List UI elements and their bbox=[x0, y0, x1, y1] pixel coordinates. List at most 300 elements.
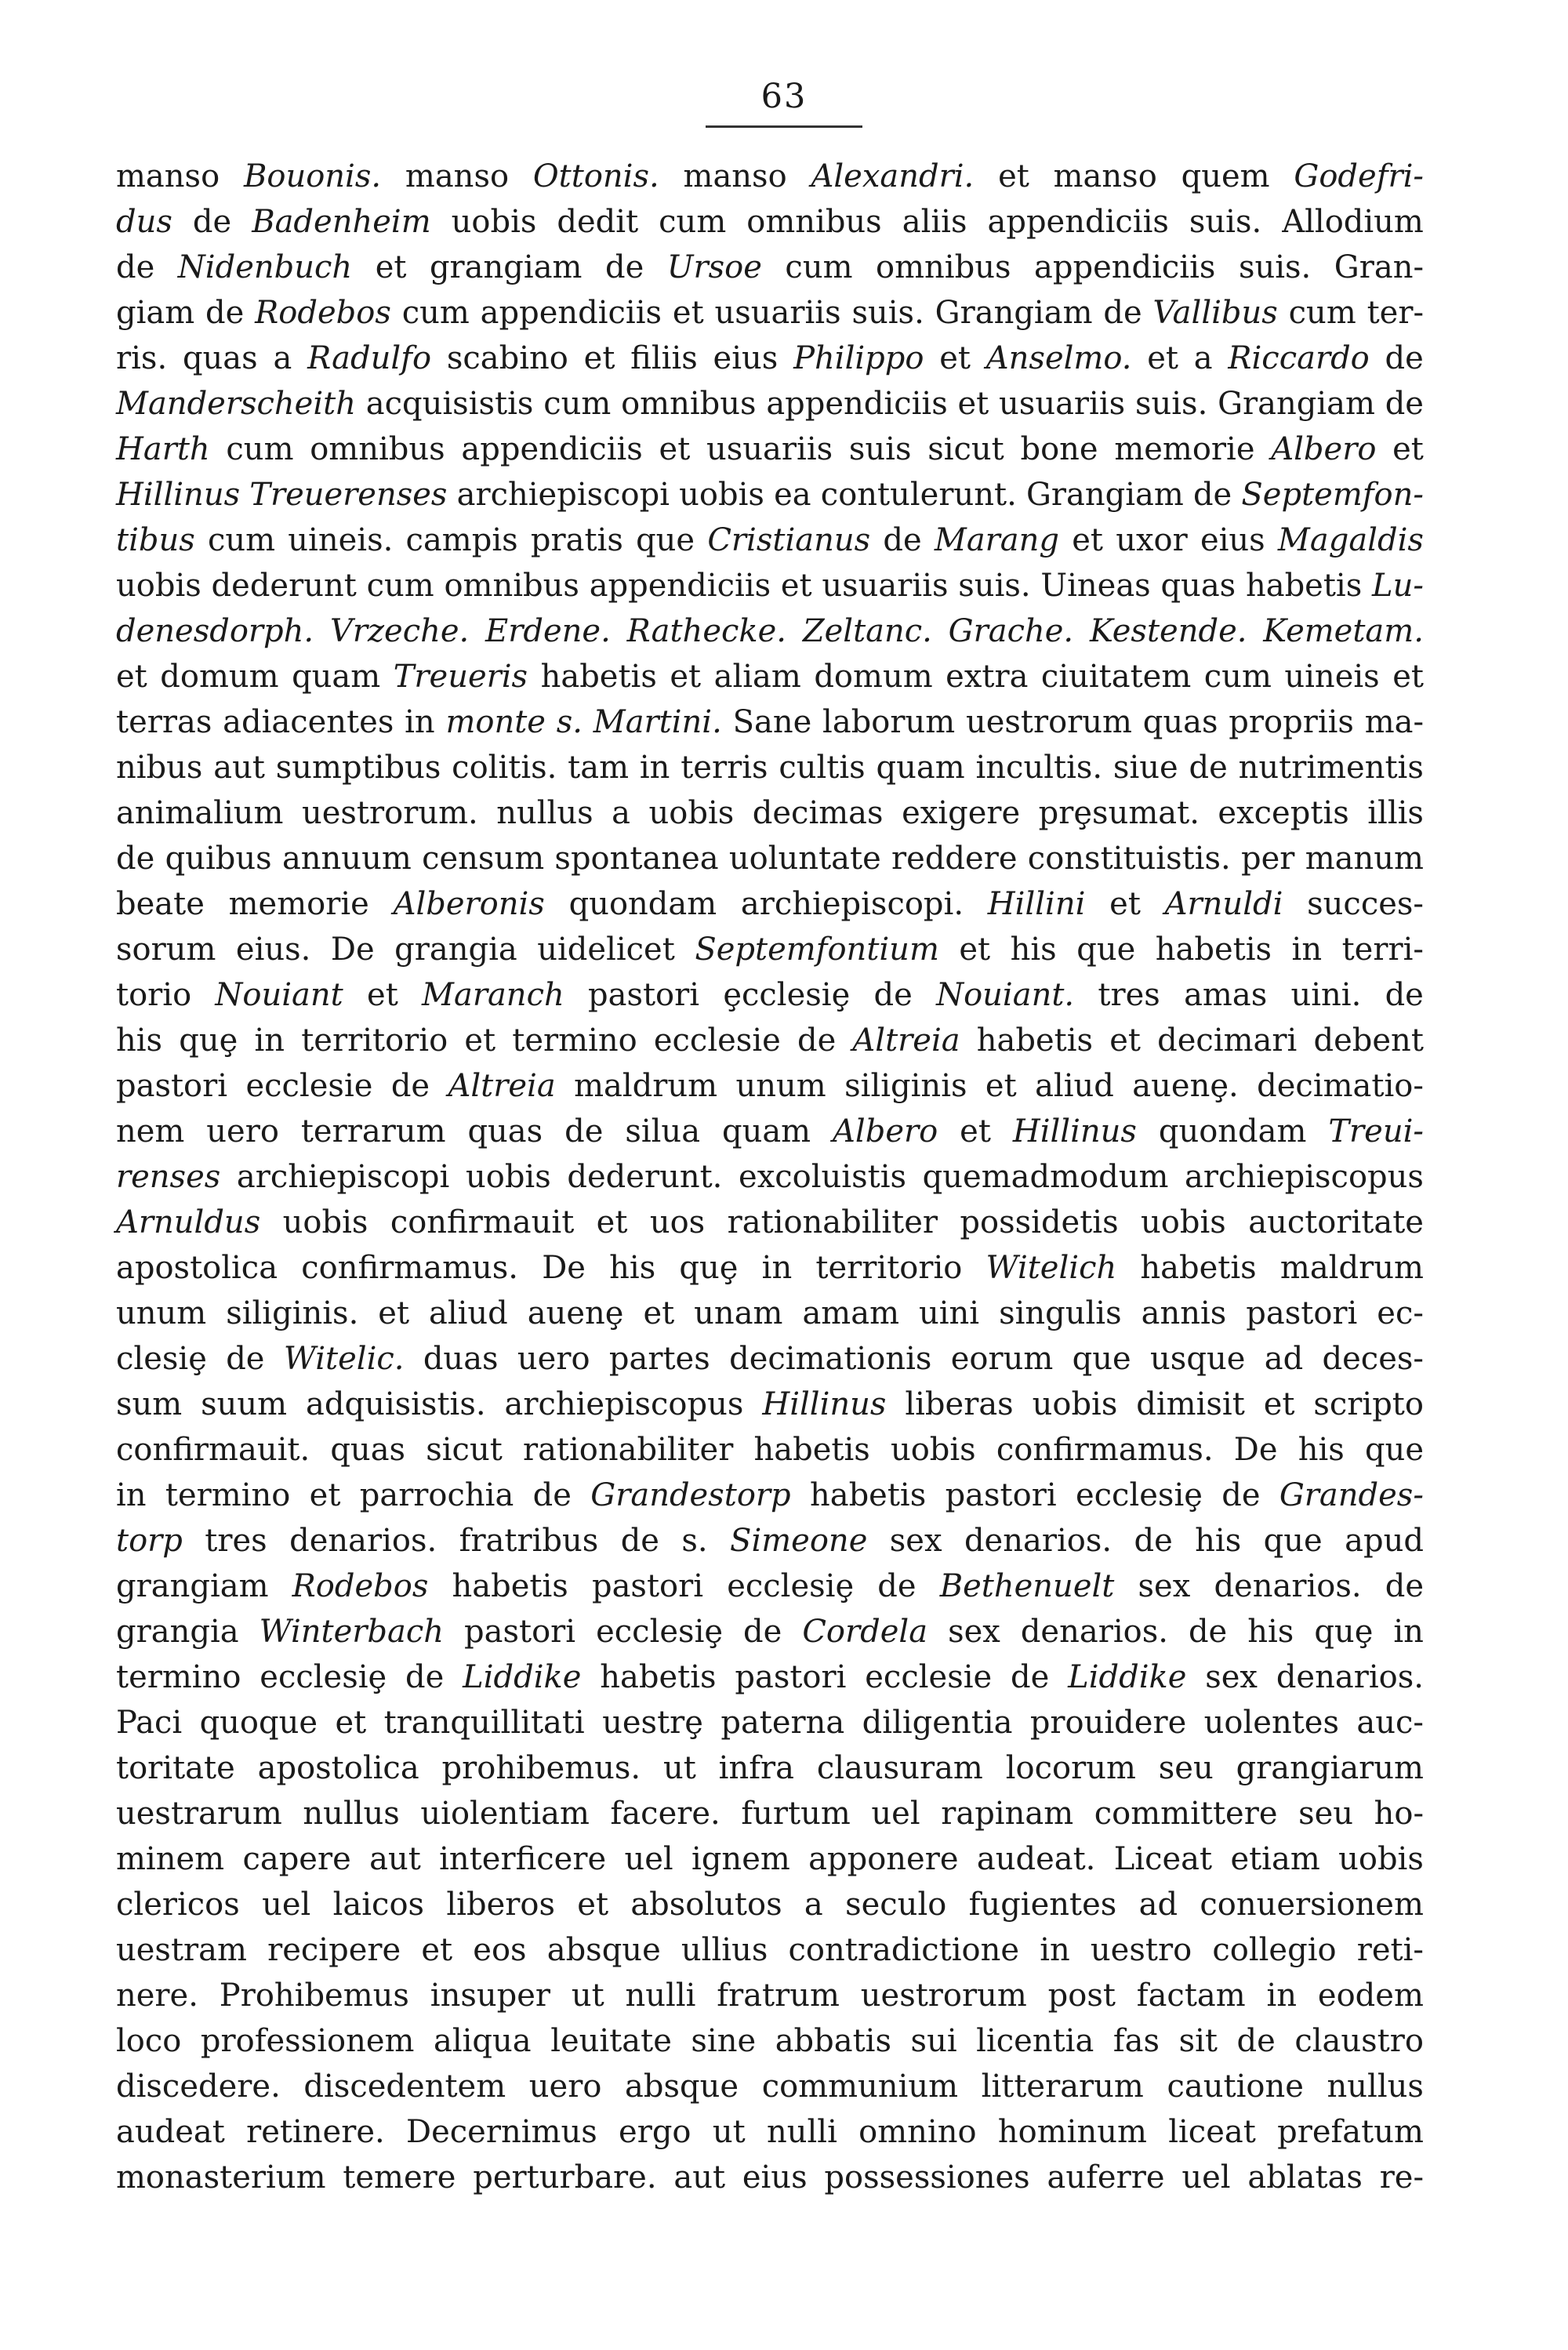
word: ris. bbox=[116, 340, 168, 376]
word: ad bbox=[1264, 1341, 1304, 1377]
word: extra bbox=[946, 659, 1029, 695]
word: de bbox=[620, 1523, 659, 1559]
word: quas bbox=[182, 340, 258, 376]
word: ec- bbox=[1377, 1295, 1424, 1331]
word: et bbox=[464, 1022, 496, 1059]
word: Vrzeche. bbox=[329, 613, 470, 649]
text-line bbox=[116, 1382, 1424, 1427]
text-line bbox=[116, 881, 1424, 927]
word: Treuerenses bbox=[249, 477, 448, 513]
word: a bbox=[273, 340, 292, 376]
word: de bbox=[1192, 477, 1232, 513]
header-rule bbox=[706, 125, 862, 128]
word: Hillinus bbox=[116, 477, 241, 513]
word: et bbox=[939, 340, 971, 376]
word: rationabiliter bbox=[727, 1204, 938, 1240]
text-line bbox=[116, 654, 1424, 699]
word: que bbox=[1072, 1341, 1131, 1377]
text-line bbox=[116, 1973, 1424, 2018]
word: eius bbox=[742, 2159, 808, 2196]
word: usuariis bbox=[714, 295, 841, 331]
text-line bbox=[116, 1700, 1424, 1745]
word: campis bbox=[405, 522, 518, 558]
word: rapinam bbox=[941, 1796, 1074, 1832]
word: ut bbox=[712, 2114, 746, 2150]
word: illis bbox=[1367, 795, 1424, 831]
text-line bbox=[116, 2064, 1424, 2109]
word: communium bbox=[761, 2069, 959, 2105]
word: Allodium bbox=[1282, 204, 1424, 240]
word: confirmamus. bbox=[996, 1432, 1214, 1468]
word: et bbox=[367, 977, 398, 1013]
word: Albero bbox=[1271, 431, 1377, 467]
word: loco bbox=[116, 2023, 182, 2059]
word: uxor bbox=[1116, 522, 1188, 558]
word: et bbox=[335, 1705, 367, 1741]
word: fugientes bbox=[968, 1887, 1117, 1923]
word: que bbox=[636, 522, 695, 558]
word: Badenheim bbox=[252, 204, 431, 240]
word: uobis bbox=[679, 477, 764, 513]
word: quondam bbox=[1158, 1113, 1307, 1150]
word: manso bbox=[1053, 158, 1157, 194]
word: Grangiam bbox=[935, 295, 1093, 331]
word: quȩ bbox=[179, 1022, 238, 1059]
word: uestram bbox=[116, 1932, 247, 1968]
word: quoque bbox=[199, 1705, 318, 1741]
word: Altreia bbox=[852, 1022, 960, 1059]
word: in bbox=[1291, 932, 1323, 968]
word: uel bbox=[262, 1887, 311, 1923]
word: uobis bbox=[1032, 1386, 1118, 1422]
word: Rodebos bbox=[255, 295, 391, 331]
text-line bbox=[116, 1518, 1424, 1564]
word: Liddike bbox=[463, 1659, 582, 1695]
word: eorum bbox=[950, 1341, 1054, 1377]
word: de bbox=[1103, 295, 1142, 331]
text-line bbox=[116, 1427, 1424, 1473]
word: facere. bbox=[610, 1796, 720, 1832]
word: minem bbox=[116, 1841, 225, 1877]
word: cum bbox=[1288, 295, 1356, 331]
word: de bbox=[390, 1068, 430, 1104]
word: ad bbox=[1138, 1887, 1178, 1923]
word: auferre bbox=[1047, 2159, 1165, 2196]
word: audeat. bbox=[976, 1841, 1096, 1877]
word: censum bbox=[422, 841, 545, 877]
word: confirmauit. bbox=[116, 1432, 310, 1468]
word: Prohibemus bbox=[219, 1978, 409, 2014]
word: fas bbox=[1112, 2023, 1160, 2059]
word: pastori bbox=[588, 977, 700, 1013]
word: uobis bbox=[1338, 1841, 1424, 1877]
word: Gran- bbox=[1334, 249, 1424, 285]
word: Nidenbuch bbox=[177, 249, 353, 285]
word: debent bbox=[1313, 1022, 1424, 1059]
word: a bbox=[804, 1887, 823, 1923]
word: que bbox=[1076, 932, 1136, 968]
word: sex bbox=[1138, 1568, 1191, 1604]
word: ecclesiȩ bbox=[596, 1614, 724, 1650]
word: absolutos bbox=[630, 1887, 782, 1923]
word: quȩ bbox=[679, 1250, 739, 1286]
word: colitis. bbox=[452, 750, 557, 786]
word: de bbox=[604, 249, 644, 285]
word: denarios. bbox=[1020, 1614, 1168, 1650]
word: Paci bbox=[116, 1705, 183, 1741]
word: De bbox=[330, 932, 375, 968]
text-line bbox=[116, 199, 1424, 245]
word: possidetis bbox=[960, 1204, 1119, 1240]
word: et bbox=[985, 1068, 1017, 1104]
word: dederunt bbox=[211, 568, 357, 604]
word: singulis bbox=[999, 1295, 1122, 1331]
word: Uineas bbox=[1040, 568, 1151, 604]
text-line bbox=[116, 245, 1424, 290]
word: sicut bbox=[927, 431, 1004, 467]
word: appendiciis bbox=[589, 568, 771, 604]
word: Hillinus bbox=[1012, 1113, 1137, 1150]
word: pastori bbox=[591, 1568, 704, 1604]
word: Treui- bbox=[1328, 1113, 1424, 1150]
word: et bbox=[670, 659, 702, 695]
word: etiam bbox=[1230, 1841, 1320, 1877]
word: confirmamus. bbox=[301, 1250, 519, 1286]
text-line bbox=[116, 699, 1424, 745]
word: grangiam bbox=[429, 249, 583, 285]
word: his bbox=[1195, 1523, 1242, 1559]
word: eos bbox=[473, 1932, 527, 1968]
word: omnino bbox=[858, 2114, 977, 2150]
word: de bbox=[1385, 386, 1424, 422]
word: Lu- bbox=[1372, 568, 1424, 604]
text-line bbox=[116, 1291, 1424, 1336]
word: dederunt. bbox=[567, 1159, 723, 1195]
word: seu bbox=[1158, 1750, 1214, 1786]
word: renses bbox=[116, 1159, 221, 1195]
word: siue bbox=[1112, 750, 1178, 786]
word: de bbox=[205, 295, 245, 331]
word: siliginis. bbox=[226, 1295, 359, 1331]
word: habetis bbox=[600, 1659, 717, 1695]
word: tres bbox=[205, 1523, 267, 1559]
word: Zeltanc. bbox=[802, 613, 932, 649]
word: de bbox=[532, 1477, 572, 1513]
text-line bbox=[116, 790, 1424, 836]
word: leuitate bbox=[550, 2023, 672, 2059]
word: confirmauit bbox=[390, 1204, 575, 1240]
word: clausuram bbox=[816, 1750, 983, 1786]
word: uineis bbox=[1284, 659, 1380, 695]
word: auc- bbox=[1356, 1705, 1424, 1741]
word: omnibus bbox=[310, 431, 445, 467]
word: interficere bbox=[439, 1841, 607, 1877]
word: apostolica bbox=[257, 1750, 419, 1786]
word: recipere bbox=[267, 1932, 401, 1968]
word: grangiarum bbox=[1236, 1750, 1424, 1786]
word: de bbox=[405, 1659, 445, 1695]
text-line bbox=[116, 1109, 1424, 1154]
word: eius bbox=[713, 340, 779, 376]
word: Grangiam bbox=[1025, 477, 1184, 513]
word: annuum bbox=[281, 841, 412, 877]
word: adquisistis. bbox=[306, 1386, 486, 1422]
word: cautione bbox=[1167, 2069, 1304, 2105]
word: tres bbox=[1098, 977, 1160, 1013]
word: archiepiscopi bbox=[236, 1159, 450, 1195]
word: denarios. bbox=[1276, 1659, 1424, 1695]
word: quas bbox=[467, 1113, 543, 1150]
word: aliam bbox=[713, 659, 801, 695]
word: uini. bbox=[1290, 977, 1362, 1013]
word: in bbox=[639, 750, 670, 786]
word: Arnuldus bbox=[116, 1204, 261, 1240]
page-number: 63 bbox=[760, 77, 808, 116]
word: de bbox=[226, 1341, 265, 1377]
word: silua bbox=[625, 1113, 701, 1150]
word: animalium bbox=[116, 795, 284, 831]
word: in bbox=[1040, 1932, 1070, 1968]
word: uobis bbox=[116, 568, 201, 604]
word: ter- bbox=[1367, 295, 1424, 331]
word: scabino bbox=[446, 340, 568, 376]
word: decimari bbox=[1157, 1022, 1298, 1059]
word: quemadmodum bbox=[922, 1159, 1169, 1195]
text-line bbox=[116, 972, 1424, 1018]
word: suis bbox=[848, 431, 912, 467]
word: in bbox=[1393, 1614, 1424, 1650]
word: aliud bbox=[1035, 1068, 1114, 1104]
word: contulerunt. bbox=[820, 477, 1017, 513]
word: Albero bbox=[833, 1113, 938, 1150]
text-line bbox=[116, 1245, 1424, 1291]
word: territorio bbox=[815, 1250, 963, 1286]
word: Sane bbox=[732, 704, 812, 740]
word: quem bbox=[1181, 158, 1270, 194]
word: Witelic. bbox=[283, 1341, 405, 1377]
word: laicos bbox=[332, 1887, 425, 1923]
word: quam bbox=[876, 750, 965, 786]
word: quas bbox=[1142, 704, 1218, 740]
word: omnibus bbox=[746, 204, 882, 240]
word: omnibus bbox=[876, 249, 1011, 285]
word: et bbox=[577, 1887, 609, 1923]
word: pastori bbox=[735, 1659, 847, 1695]
word: amam bbox=[802, 1295, 900, 1331]
word: Bouonis. bbox=[243, 158, 382, 194]
word: fratrum bbox=[717, 1978, 840, 2014]
word: habetis bbox=[1140, 1250, 1257, 1286]
word: archiepiscopus bbox=[1185, 1159, 1424, 1195]
word: decimationis bbox=[729, 1341, 932, 1377]
word: constituistis. bbox=[1027, 841, 1231, 877]
text-line bbox=[116, 472, 1424, 518]
word: de bbox=[1385, 977, 1424, 1013]
word: liceat bbox=[1168, 2114, 1256, 2150]
word: de bbox=[1188, 1614, 1228, 1650]
word: Treueris bbox=[393, 659, 528, 695]
word: decimatio- bbox=[1257, 1068, 1424, 1104]
word: litterarum bbox=[981, 2069, 1144, 2105]
word: appendiciis bbox=[987, 204, 1169, 240]
word: unum bbox=[735, 1068, 826, 1104]
text-line bbox=[116, 563, 1424, 608]
word: monte bbox=[445, 704, 546, 740]
word: cum bbox=[543, 386, 612, 422]
word: in bbox=[1266, 1978, 1298, 2014]
word: Hillinus bbox=[762, 1386, 887, 1422]
word: quas bbox=[1160, 568, 1236, 604]
word: apponere bbox=[808, 1841, 959, 1877]
word: et bbox=[1147, 340, 1178, 376]
word: et bbox=[421, 1932, 453, 1968]
word: post bbox=[1047, 1978, 1116, 2014]
word: Harth bbox=[116, 431, 210, 467]
word: auenȩ bbox=[527, 1295, 624, 1331]
word: scripto bbox=[1313, 1386, 1424, 1422]
word: Bethenuelt bbox=[939, 1568, 1115, 1604]
word: Nouiant. bbox=[936, 977, 1075, 1013]
word: de bbox=[883, 522, 922, 558]
word: filiis bbox=[630, 340, 698, 376]
word: uestro bbox=[1090, 1932, 1192, 1968]
word: prohibemus. bbox=[441, 1750, 641, 1786]
word: appendiciis bbox=[766, 386, 948, 422]
text-line bbox=[116, 2018, 1424, 2064]
word: Arnuldi bbox=[1164, 886, 1283, 922]
word: Decernimus bbox=[406, 2114, 597, 2150]
word: uestrȩ bbox=[602, 1705, 703, 1741]
text-line bbox=[116, 290, 1424, 336]
word: quam bbox=[721, 1113, 811, 1150]
word: et bbox=[1392, 431, 1424, 467]
text-line bbox=[116, 1154, 1424, 1200]
word: hominum bbox=[997, 2114, 1147, 2150]
word: in bbox=[254, 1022, 285, 1059]
word: nulli bbox=[625, 1978, 696, 2014]
word: cum bbox=[785, 249, 853, 285]
word: reti- bbox=[1356, 1932, 1424, 1968]
word: termino bbox=[165, 1477, 291, 1513]
word: contradictione bbox=[788, 1932, 1020, 1968]
word: Manderscheith bbox=[116, 386, 356, 422]
word: spontanea bbox=[554, 841, 719, 877]
word: usuariis bbox=[822, 568, 949, 604]
word: clericos bbox=[116, 1887, 240, 1923]
word: giam bbox=[116, 295, 195, 331]
word: nem bbox=[116, 1113, 185, 1150]
word: his bbox=[116, 1022, 163, 1059]
word: factam bbox=[1136, 1978, 1246, 2014]
word: nullus bbox=[303, 1796, 400, 1832]
word: quondam bbox=[568, 886, 717, 922]
word: uestrorum bbox=[860, 1978, 1027, 2014]
word: de bbox=[192, 204, 232, 240]
word: Cristianus bbox=[707, 522, 871, 558]
word: sit bbox=[1178, 2023, 1218, 2059]
word: discedere. bbox=[116, 2069, 281, 2105]
word: annis bbox=[1141, 1295, 1227, 1331]
word: maldrum bbox=[1279, 1250, 1424, 1286]
word: torp bbox=[116, 1523, 183, 1559]
word: ea bbox=[774, 477, 811, 513]
word: maldrum bbox=[574, 1068, 718, 1104]
word: re- bbox=[1379, 2159, 1424, 2196]
word: uobis bbox=[282, 1204, 368, 1240]
word: unum bbox=[116, 1295, 207, 1331]
word: retinere. bbox=[246, 2114, 385, 2150]
word: suis. bbox=[958, 568, 1031, 604]
text-line bbox=[116, 336, 1424, 381]
word: collegio bbox=[1212, 1932, 1337, 1968]
word: Kemetam. bbox=[1263, 613, 1424, 649]
word: Philippo bbox=[793, 340, 924, 376]
text-line bbox=[116, 1200, 1424, 1245]
word: Erdene. bbox=[485, 613, 611, 649]
text-line bbox=[116, 927, 1424, 972]
word: pastori bbox=[116, 1068, 228, 1104]
word: uidelicet bbox=[537, 932, 675, 968]
word: furtum bbox=[741, 1796, 851, 1832]
word: exceptis bbox=[1218, 795, 1349, 831]
word: archiepiscopi bbox=[456, 477, 670, 513]
word: adiacentes bbox=[223, 704, 394, 740]
text-line bbox=[116, 2155, 1424, 2200]
text-line bbox=[116, 381, 1424, 427]
word: dus bbox=[116, 204, 172, 240]
word: de bbox=[564, 1113, 604, 1150]
word: terrarum bbox=[300, 1113, 446, 1150]
word: fratribus bbox=[459, 1523, 599, 1559]
word: siliginis bbox=[844, 1068, 967, 1104]
word: et bbox=[672, 295, 704, 331]
word: dedit bbox=[557, 204, 639, 240]
word: denarios. bbox=[1214, 1568, 1362, 1604]
word: ecclesiȩ bbox=[260, 1659, 387, 1695]
word: dimisit bbox=[1136, 1386, 1245, 1422]
word: omnibus bbox=[444, 568, 579, 604]
word: de bbox=[877, 1568, 916, 1604]
word: uel bbox=[1181, 2159, 1231, 2196]
word: s. bbox=[556, 704, 583, 740]
word: abbatis bbox=[775, 2023, 892, 2059]
word: in bbox=[405, 704, 435, 740]
word: quam bbox=[292, 659, 381, 695]
word: unam bbox=[694, 1295, 783, 1331]
word: propriis bbox=[1229, 704, 1354, 740]
word: apostolica bbox=[116, 1250, 278, 1286]
word: de bbox=[1189, 750, 1228, 786]
word: succes- bbox=[1307, 886, 1424, 922]
word: paterna bbox=[720, 1705, 845, 1741]
word: uero bbox=[517, 1341, 590, 1377]
word: domum bbox=[814, 659, 933, 695]
text-line bbox=[116, 1336, 1424, 1382]
word: temere bbox=[343, 2159, 456, 2196]
word: eius. bbox=[235, 932, 311, 968]
text-line bbox=[116, 154, 1424, 199]
word: habetis bbox=[809, 1477, 927, 1513]
word: denarios. bbox=[289, 1523, 437, 1559]
word: de bbox=[116, 841, 155, 877]
word: termino bbox=[116, 1659, 241, 1695]
word: Martini. bbox=[593, 704, 722, 740]
word: habetis bbox=[753, 1432, 870, 1468]
word: discedentem bbox=[303, 2069, 506, 2105]
word: de bbox=[1134, 1523, 1173, 1559]
word: uestrarum bbox=[116, 1796, 282, 1832]
word: et bbox=[309, 1477, 341, 1513]
